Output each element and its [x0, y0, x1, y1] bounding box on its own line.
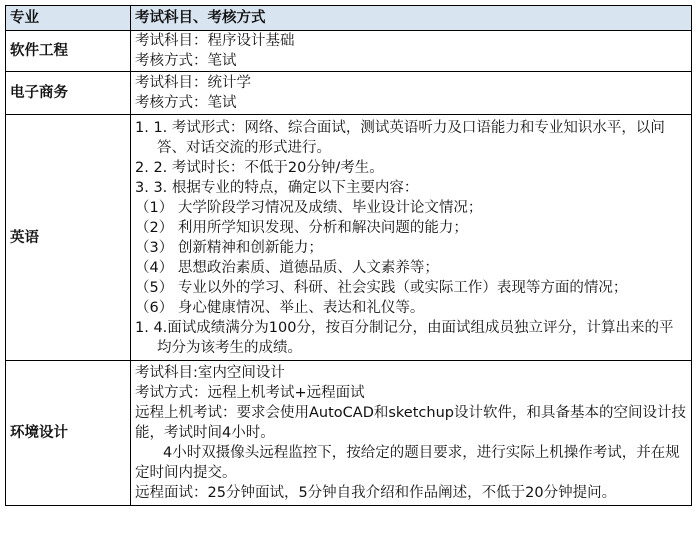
exam-table [5, 5, 692, 506]
subject-text: 考试科目：统计学 [135, 75, 251, 91]
english-item-1: 1. 1. 考试形式：网络、综合面试，测试英语听力及口语能力和专业知识水平，以问答、对话交流的形式进行。 [135, 120, 665, 156]
header-major: 专业 [6, 6, 131, 31]
table-row [6, 115, 692, 361]
english-sub-1: （1） 大学阶段学习情况及成绩、毕业设计论文情况； [135, 200, 483, 216]
table-row [6, 361, 692, 506]
header-subject: 考试科目、考核方式 [131, 6, 692, 31]
exam-info-cell [131, 115, 692, 361]
exam-info-cell [131, 31, 692, 72]
exam-info-cell [131, 72, 692, 115]
table-row [6, 72, 692, 115]
english-sub-6: （6） 身心健康情况、举止、表达和礼仪等。 [135, 300, 425, 316]
major-cell: 电子商务 [6, 72, 131, 115]
english-sub-4: （4） 思想政治素质、道德品质、人文素养等； [135, 260, 439, 276]
method-text: 考核方式：笔试 [135, 95, 237, 111]
interview-text: 远程面试：25分钟面试，5分钟自我介绍和作品阐述，不低于20分钟提问。 [135, 485, 617, 501]
english-item-3: 3. 3. 根据专业的特点，确定以下主要内容： [135, 180, 419, 196]
english-item-2: 2. 2. 考试时长：不低于20分钟/考生。 [135, 160, 384, 176]
method-text: 考试方式：远程上机考试+远程面试 [135, 385, 365, 401]
camera-monitor-text: 4小时双摄像头远程监控下，按给定的题目要求，进行实际上机操作考试，并在规定时间内提交。 [135, 445, 680, 481]
major-cell: 软件工程 [6, 31, 131, 72]
english-item-4: 1. 4.面试成绩满分为100分，按百分制记分，由面试组成员独立评分，计算出来的平均分为该考生的成绩。 [135, 320, 674, 356]
english-sub-3: （3） 创新精神和创新能力； [135, 240, 323, 256]
subject-text: 考试科目:室内空间设计 [135, 365, 285, 381]
major-cell: 英语 [6, 115, 131, 361]
header-row [6, 6, 692, 31]
computer-exam-text: 远程上机考试：要求会使用AutoCAD和sketchup设计软件，和具备基本的空间设计技能，考试时间4小时。 [135, 405, 686, 441]
english-sub-5: （5） 专业以外的学习、科研、社会实践（或实际工作）表现等方面的情况； [135, 280, 628, 296]
method-text: 考核方式：笔试 [135, 53, 237, 69]
english-sub-2: （2） 利用所学知识发现、分析和解决问题的能力； [135, 220, 468, 236]
major-cell: 环境设计 [6, 361, 131, 506]
exam-info-cell [131, 361, 692, 506]
table-row [6, 31, 692, 72]
subject-text: 考试科目：程序设计基础 [135, 33, 295, 49]
